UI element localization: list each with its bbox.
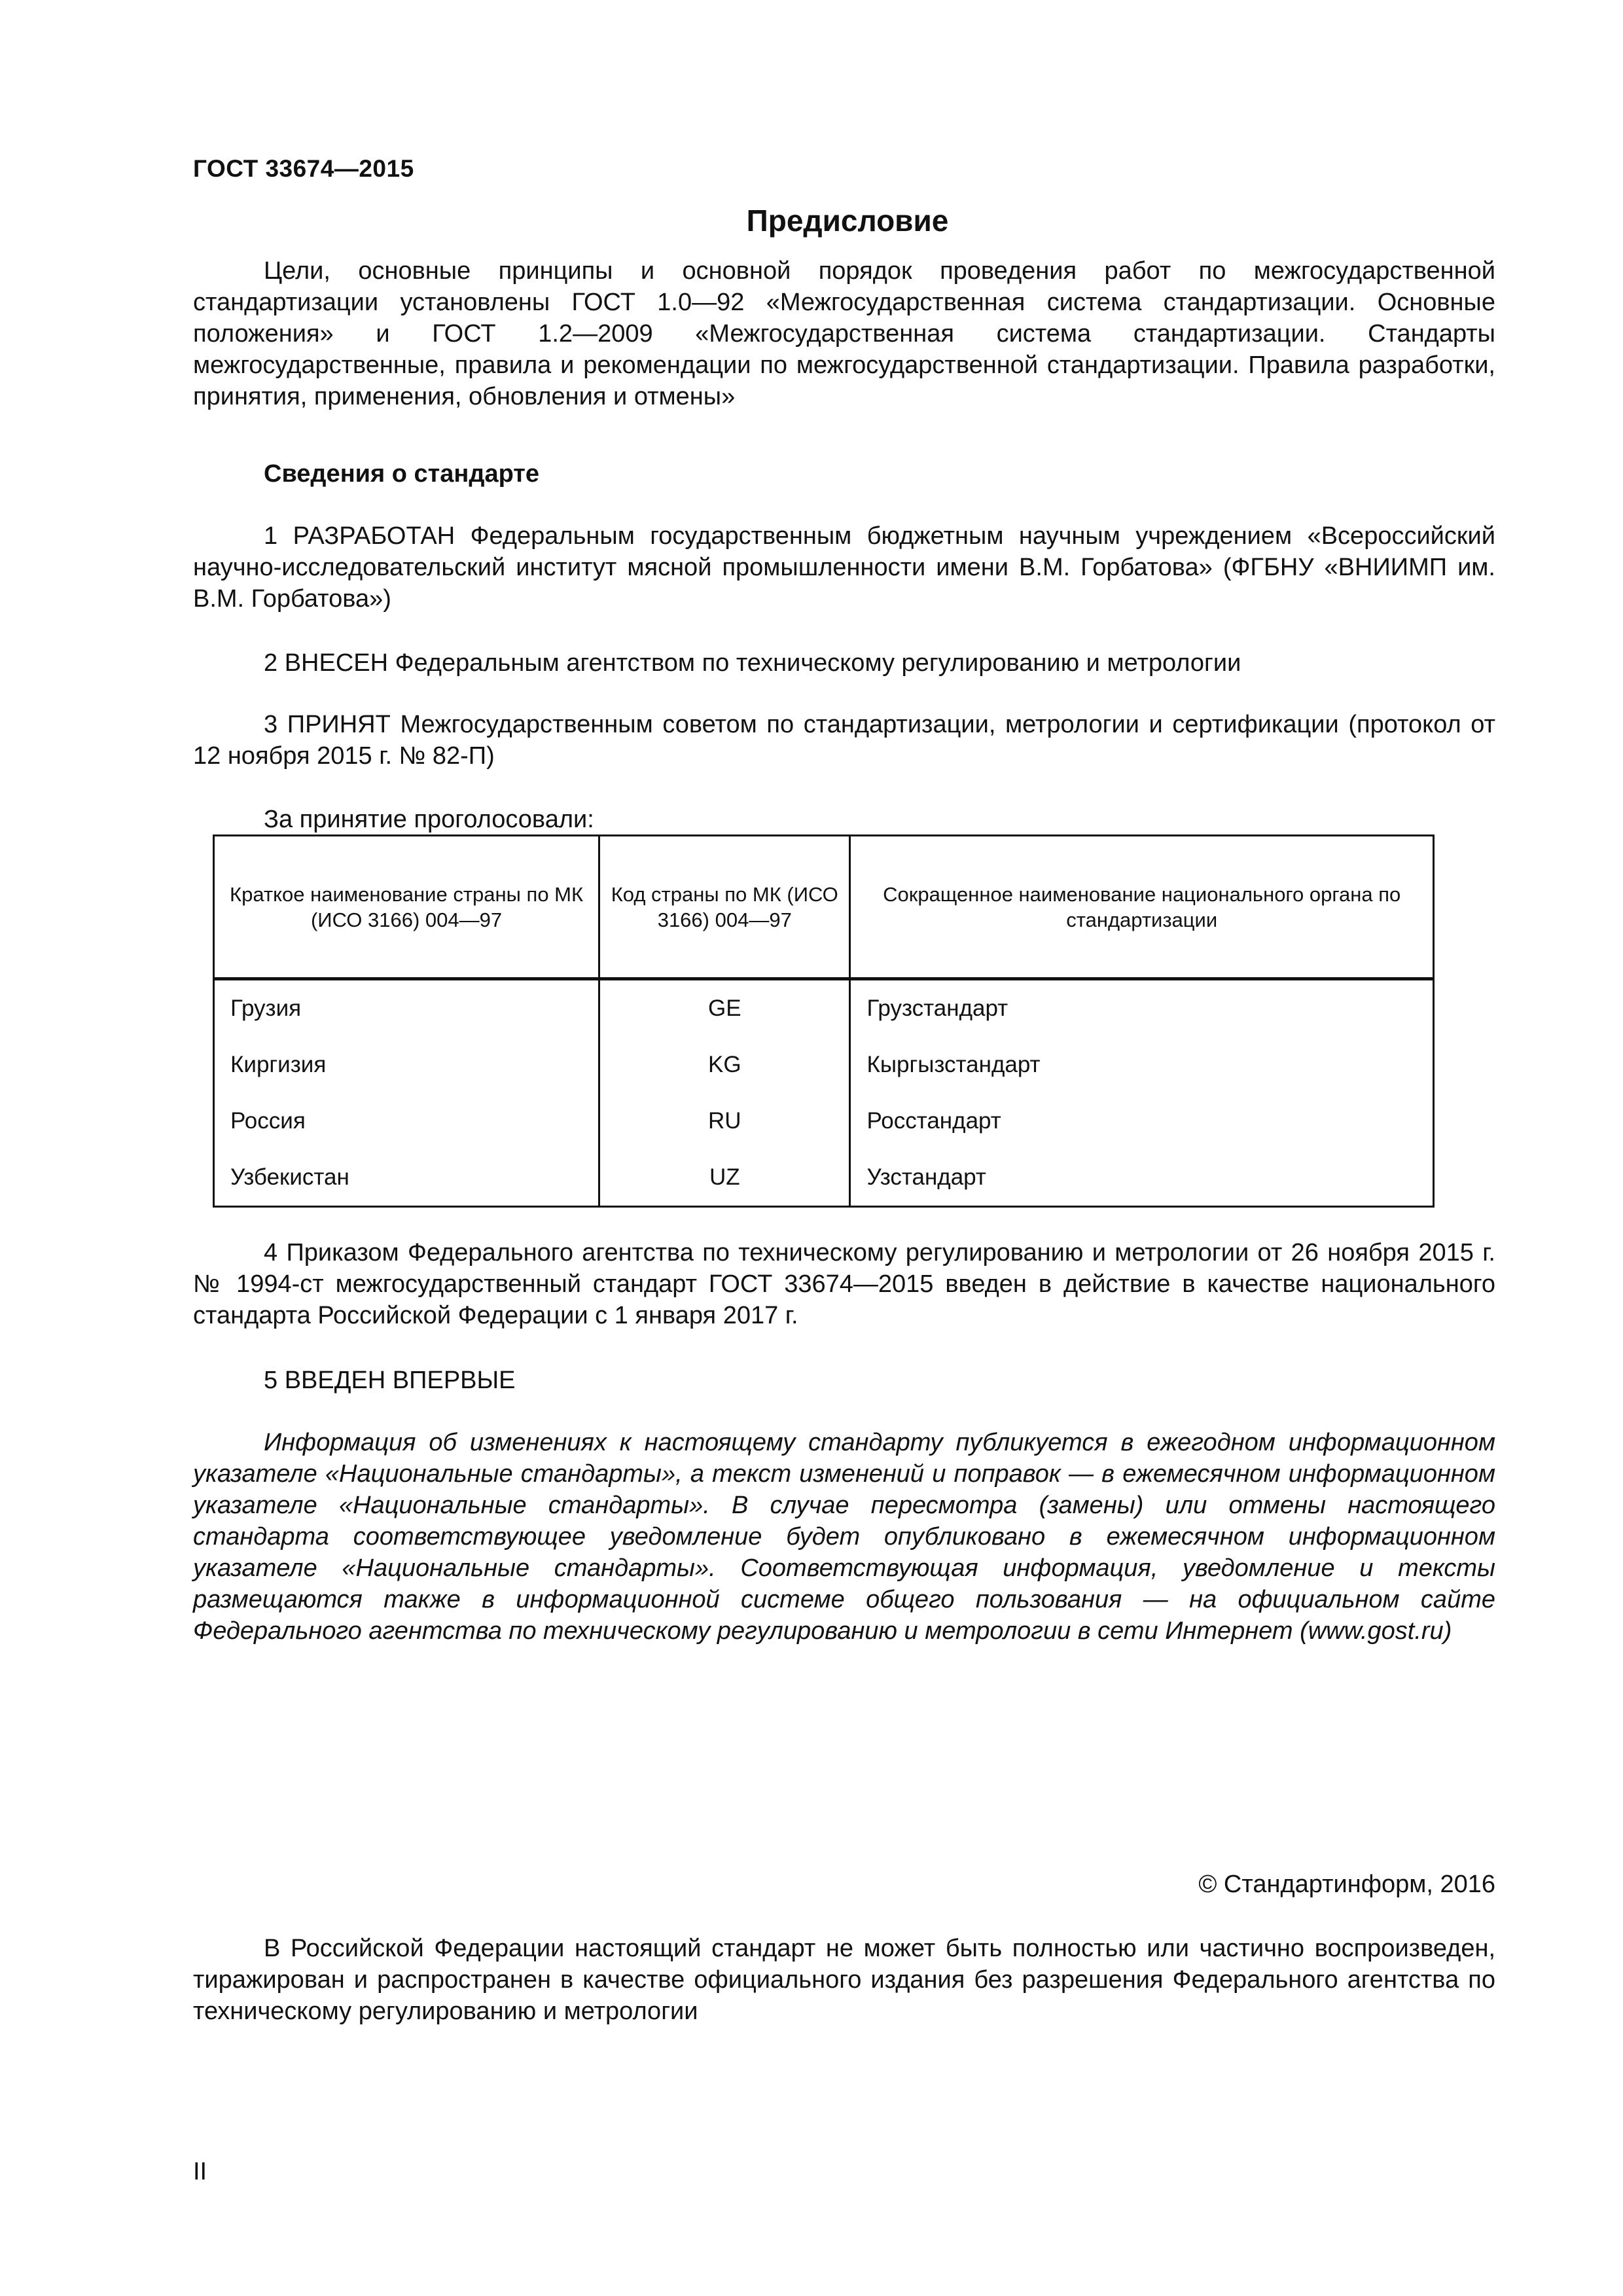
body-cell: Кыргызстандарт xyxy=(850,1037,1434,1093)
intro-paragraph: Цели, основные принципы и основной порядок проведения работ по межгосударственной стандартизации установлены ГОСТ 1.0—92 «Межгосударственная система стандартизации. Основные положения» и ГОСТ 1.2—2009 «Межгосударственная система стандартизации. Стандарты межгосударственные, правила и рекомендации по межгосударственной стандартизации. Правила разработки, принятия, применения, обновления и отмены» xyxy=(193,257,1495,410)
voting-table xyxy=(213,834,1435,1208)
page-title xyxy=(0,203,1623,238)
code-cell: UZ xyxy=(599,1149,850,1207)
body-cell: Грузстандарт xyxy=(850,979,1434,1037)
table-row xyxy=(214,979,1434,1037)
voted-label: За принятие проголосовали: xyxy=(264,806,594,833)
header-country-code: Код страны по МК (ИСО 3166) 004—97 xyxy=(599,836,850,979)
code-cell: GE xyxy=(599,979,850,1037)
body-cell: Узстандарт xyxy=(850,1149,1434,1207)
item-4-order: 4 Приказом Федерального агентства по техническому регулированию и метрологии от 26 ноября 2015 г. № 1994-ст межгосударственный стандарт ГОСТ 33674—2015 введен в действие в качестве национального стандарта Российской Федерации с 1 января 2017 г. xyxy=(193,1239,1495,1329)
body-cell: Росстандарт xyxy=(850,1093,1434,1149)
item-5-introduced: 5 ВВЕДЕН ВПЕРВЫЕ xyxy=(264,1367,516,1394)
reproduction-notice: В Российской Федерации настоящий стандарт не может быть полностью или частично воспроизведен, тиражирован и распространен в качестве официального издания без разрешения Федерального агентства по техническому регулированию и метрологии xyxy=(193,1935,1495,2025)
table-row xyxy=(214,1093,1434,1149)
table-row xyxy=(214,1037,1434,1093)
page-number: II xyxy=(193,2158,207,2185)
country-cell: Россия xyxy=(214,1093,599,1149)
item-1-developed: 1 РАЗРАБОТАН Федеральным государственным бюджетным научным учреждением «Всероссийский научно-исследовательский институт мясной промышленности имени В.М. Горбатова» (ФГБНУ «ВНИИМП им. В.М. Горбатова») xyxy=(193,522,1495,613)
header-standards-body: Сокращенное наименование национального органа по стандартизации xyxy=(850,836,1434,979)
item-2-submitted: 2 ВНЕСЕН Федеральным агентством по техническому регулированию и метрологии xyxy=(264,649,1241,677)
document-header: ГОСТ 33674—2015 xyxy=(193,155,414,182)
code-cell: KG xyxy=(599,1037,850,1093)
standard-info-heading: Сведения о стандарте xyxy=(264,460,540,488)
table-row xyxy=(214,1149,1434,1207)
header-country-name: Краткое наименование страны по МК (ИСО 3166) 004—97 xyxy=(214,836,599,979)
table-header-row xyxy=(214,836,1434,979)
changes-info-paragraph: Информация об изменениях к настоящему стандарту публикуется в ежегодном информационном указателе «Национальные стандарты», а текст изменений и поправок — в ежемесячном информационном указателе «Национальные стандарты». В случае пересмотра (замены) или отмены настоящего стандарта соответствующее уведомление будет опубликовано в ежемесячном информационном указателе «Национальные стандарты». Соответствующая информация, уведомление и тексты размещаются также в информационной системе общего пользования — на официальном сайте Федерального агентства по техническому регулированию и метрологии в сети Интернет (www.gost.ru) xyxy=(193,1429,1495,1645)
copyright-notice: © Стандартинформ, 2016 xyxy=(1198,1871,1495,1898)
country-cell: Грузия xyxy=(214,979,599,1037)
page-title-text: Предисловие xyxy=(746,204,949,238)
country-cell: Узбекистан xyxy=(214,1149,599,1207)
item-3-adopted: 3 ПРИНЯТ Межгосударственным советом по стандартизации, метрологии и сертификации (протокол от 12 ноября 2015 г. № 82-П) xyxy=(193,711,1495,770)
code-cell: RU xyxy=(599,1093,850,1149)
country-cell: Киргизия xyxy=(214,1037,599,1093)
